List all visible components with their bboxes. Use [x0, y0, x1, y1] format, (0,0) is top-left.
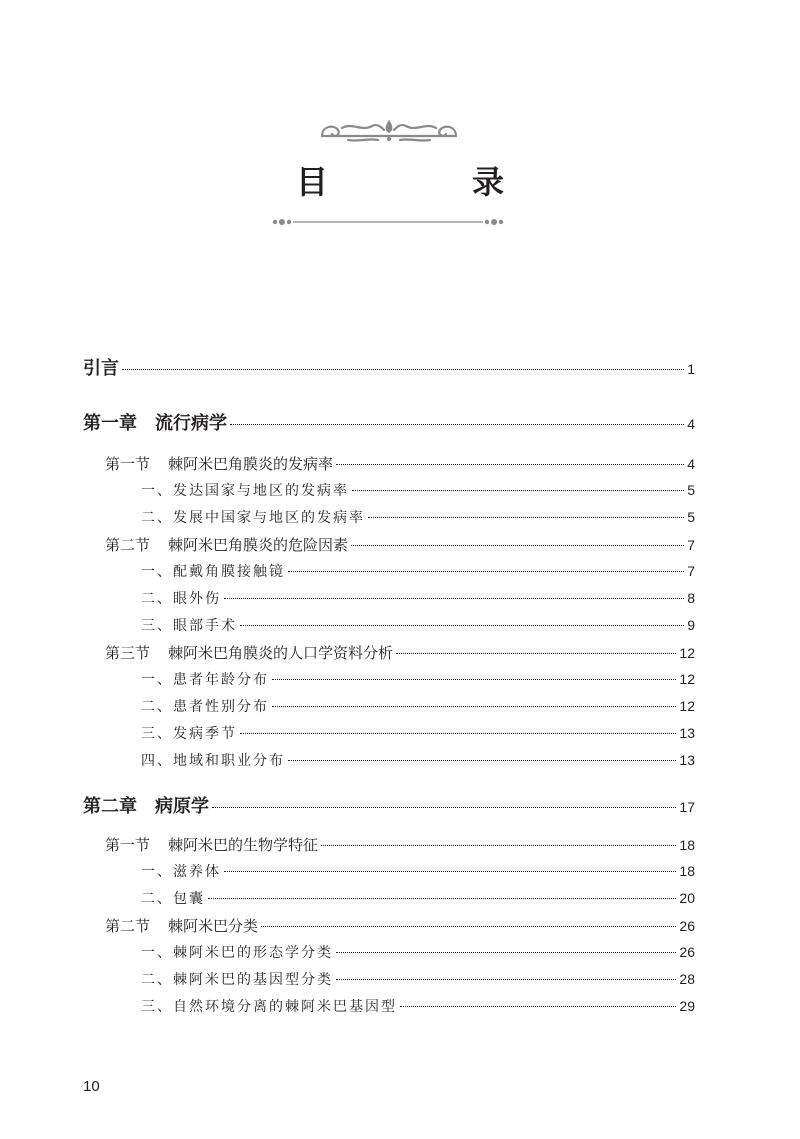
- toc-entry-page: 29: [679, 998, 695, 1014]
- section-number: 第二节: [105, 917, 151, 935]
- toc-entry-intro[interactable]: [83, 354, 695, 380]
- toc-entry-label: 一、滋养体: [141, 864, 221, 880]
- page-title: 目 录: [295, 163, 560, 201]
- dot-leader: [224, 598, 684, 599]
- toc-entry-page: 7: [687, 563, 695, 579]
- dot-leader: [351, 545, 684, 546]
- toc-entry-chapter-1[interactable]: [83, 409, 695, 435]
- toc-entry-label: 三、眼部手术: [141, 618, 237, 634]
- dot-leader: [352, 490, 684, 491]
- dot-leader: [321, 845, 676, 846]
- dot-leader: [212, 807, 676, 808]
- page-number: 10: [83, 1078, 100, 1095]
- toc-entry-label: [105, 915, 258, 936]
- toc-entry-page: 12: [679, 671, 695, 687]
- toc-entry-page: 18: [679, 863, 695, 879]
- toc-entry-subsection[interactable]: [141, 969, 695, 989]
- chapter-title: 流行病学: [155, 413, 227, 434]
- section-number: 第一节: [105, 836, 151, 854]
- toc-entry-page: 5: [687, 509, 695, 525]
- toc-entry-label: 三、自然环境分离的棘阿米巴基因型: [141, 999, 397, 1015]
- toc-entry-label: [105, 834, 318, 855]
- toc-entry-label: 一、棘阿米巴的形态学分类: [141, 945, 333, 961]
- toc-entry-label: [105, 642, 393, 663]
- dot-leader: [368, 517, 684, 518]
- toc-entry-page: 4: [687, 456, 695, 472]
- toc-entry-label: [105, 453, 333, 474]
- section-title: 棘阿米巴分类: [168, 917, 259, 935]
- chapter-number: 第二章: [83, 796, 137, 817]
- dot-leader: [336, 979, 676, 980]
- dot-leader: [122, 369, 684, 370]
- dot-leader: [240, 733, 676, 734]
- toc-entry-label: [83, 409, 227, 435]
- toc-entry-subsection[interactable]: [141, 615, 695, 635]
- toc-entry-page: 13: [679, 725, 695, 741]
- toc-entry-section[interactable]: [105, 534, 695, 555]
- toc-entry-label: 引言: [83, 358, 119, 379]
- toc-entry-label: [105, 534, 348, 555]
- section-title: 棘阿米巴角膜炎的人口学资料分析: [168, 644, 394, 662]
- dot-leader: [261, 926, 676, 927]
- dot-leader: [336, 464, 684, 465]
- toc-entry-chapter-2[interactable]: [83, 792, 695, 818]
- dot-leader: [272, 706, 676, 707]
- toc-entry-label: 一、患者年龄分布: [141, 672, 269, 688]
- section-number: 第三节: [105, 644, 151, 662]
- toc-entry-label: 二、患者性别分布: [141, 699, 269, 715]
- dot-leader: [400, 1006, 676, 1007]
- toc-entry-page: 9: [687, 617, 695, 633]
- toc-entry-label: 二、眼外伤: [141, 591, 221, 607]
- toc-entry-page: 4: [687, 416, 695, 432]
- toc-entry-subsection[interactable]: [141, 696, 695, 716]
- toc-entry-section[interactable]: [105, 642, 695, 663]
- dot-leader: [288, 760, 676, 761]
- dot-leader: [224, 871, 676, 872]
- toc-entry-label: [83, 792, 209, 818]
- toc-entry-label: 一、发达国家与地区的发病率: [141, 483, 349, 499]
- toc-entry-section[interactable]: [105, 834, 695, 855]
- toc-entry-page: 5: [687, 482, 695, 498]
- chapter-number: 第一章: [83, 413, 137, 434]
- toc-entry-page: 12: [679, 698, 695, 714]
- section-title: 棘阿米巴角膜炎的危险因素: [168, 536, 349, 554]
- toc-entry-section[interactable]: [105, 453, 695, 474]
- section-title: 棘阿米巴的生物学特征: [168, 836, 319, 854]
- divider-ornament-icon: [271, 215, 505, 229]
- toc-entry-page: 18: [679, 837, 695, 853]
- toc-entry-subsection[interactable]: [141, 942, 695, 962]
- toc-entry-label: 二、发展中国家与地区的发病率: [141, 510, 365, 526]
- dot-leader: [288, 571, 684, 572]
- toc-entry-subsection[interactable]: [141, 480, 695, 500]
- toc-entry-subsection[interactable]: [141, 669, 695, 689]
- dot-leader: [240, 625, 684, 626]
- toc-entry-subsection[interactable]: [141, 507, 695, 527]
- section-number: 第二节: [105, 536, 151, 554]
- toc-entry-page: 12: [679, 645, 695, 661]
- toc-entry-page: 1: [687, 361, 695, 377]
- toc-entry-page: 26: [679, 918, 695, 934]
- toc-entry-label: 四、地域和职业分布: [141, 753, 285, 769]
- dot-leader: [272, 679, 676, 680]
- toc-entry-label: 一、配戴角膜接触镜: [141, 564, 285, 580]
- toc-entry-subsection[interactable]: [141, 996, 695, 1016]
- top-ornament-icon: [318, 116, 460, 144]
- toc-entry-subsection[interactable]: [141, 861, 695, 881]
- toc-entry-subsection[interactable]: [141, 588, 695, 608]
- dot-leader: [336, 952, 676, 953]
- toc-entry-label: 二、棘阿米巴的基因型分类: [141, 972, 333, 988]
- toc-entry-page: 13: [679, 752, 695, 768]
- toc-entry-page: 7: [687, 537, 695, 553]
- toc-entry-page: 17: [679, 799, 695, 815]
- toc-entry-subsection[interactable]: [141, 888, 695, 908]
- section-number: 第一节: [105, 455, 151, 473]
- section-title: 棘阿米巴角膜炎的发病率: [168, 455, 334, 473]
- toc-entry-page: 28: [679, 971, 695, 987]
- toc-entry-subsection[interactable]: [141, 561, 695, 581]
- toc-entry-label: 二、包囊: [141, 891, 205, 907]
- toc-entry-page: 8: [687, 590, 695, 606]
- toc-entry-section[interactable]: [105, 915, 695, 936]
- toc-entry-subsection[interactable]: [141, 750, 695, 770]
- dot-leader: [230, 424, 684, 425]
- dot-leader: [396, 653, 676, 654]
- dot-leader: [208, 898, 676, 899]
- chapter-title: 病原学: [155, 796, 209, 817]
- toc-entry-subsection[interactable]: [141, 723, 695, 743]
- toc-entry-page: 26: [679, 944, 695, 960]
- toc-entry-label: 三、发病季节: [141, 726, 237, 742]
- toc-entry-page: 20: [679, 890, 695, 906]
